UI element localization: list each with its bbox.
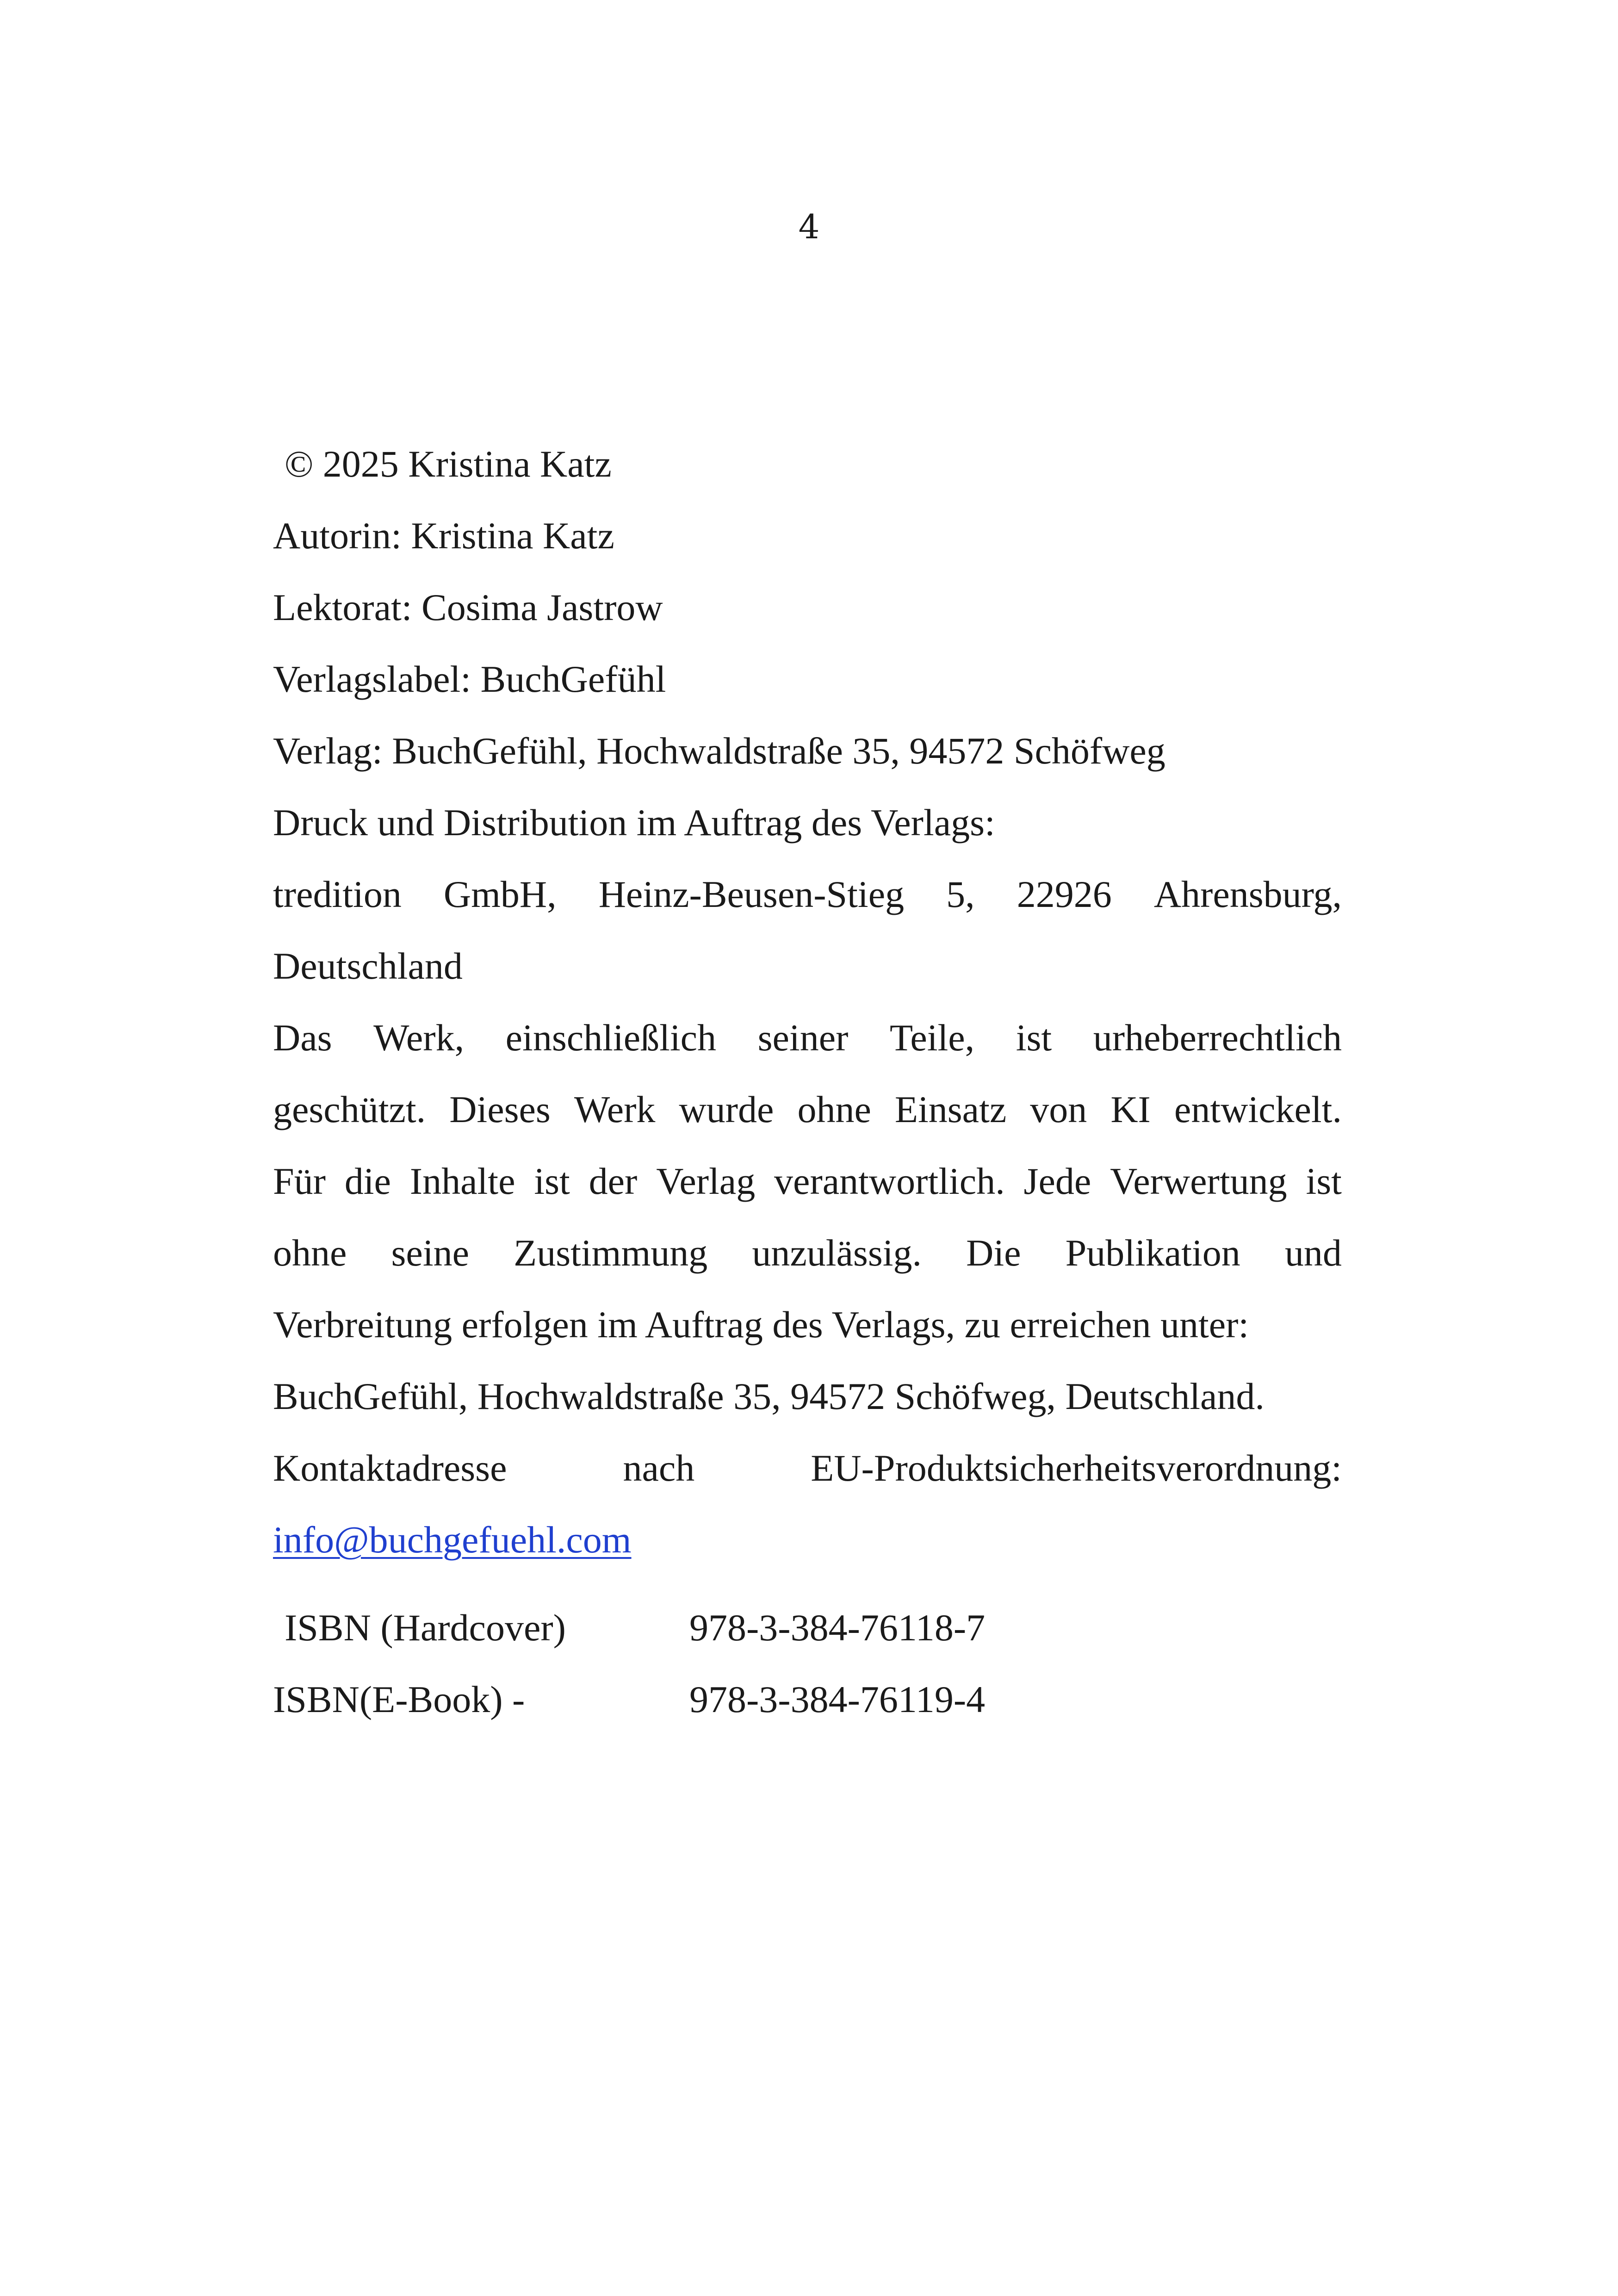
legal-word: ist — [1306, 1160, 1342, 1202]
legal-word: der — [589, 1160, 638, 1202]
email-line — [273, 1504, 1342, 1576]
legal-word: Einsatz — [894, 1088, 1007, 1130]
legal-word: die — [344, 1160, 391, 1202]
contact-word: nach — [623, 1447, 695, 1489]
printer-word: Ahrensburg, — [1153, 873, 1342, 915]
printer-word: GmbH, — [443, 873, 557, 915]
legal-word: Für — [273, 1160, 326, 1202]
printer-word: 5, — [946, 873, 975, 915]
printer-line — [273, 858, 1342, 930]
legal-word: Dieses — [449, 1088, 551, 1130]
legal-word: Verwertung — [1110, 1160, 1287, 1202]
legal-line-4 — [273, 1217, 1342, 1289]
legal-word: einschließlich — [505, 1017, 717, 1059]
legal-line-1 — [273, 1002, 1342, 1074]
printer-word: 22926 — [1017, 873, 1112, 915]
imprint-block — [273, 428, 1342, 1735]
isbn-label: ISBN (Hardcover) — [285, 1607, 566, 1649]
legal-word: Publikation — [1065, 1232, 1240, 1274]
author-line: Autorin: Kristina Katz — [273, 515, 614, 557]
legal-word: Inhalte — [409, 1160, 515, 1202]
legal-word: und — [1284, 1232, 1342, 1274]
legal-word: von — [1030, 1088, 1087, 1130]
legal-word: seine — [391, 1232, 469, 1274]
isbn-row-hardcover — [273, 1592, 1342, 1663]
legal-word: ist — [1016, 1017, 1052, 1059]
legal-word: Teile, — [889, 1017, 975, 1059]
legal-word: Verlag — [656, 1160, 756, 1202]
isbn-value: 978-3-384-76118-7 — [689, 1607, 986, 1649]
legal-word: Jede — [1023, 1160, 1091, 1202]
legal-word: wurde — [679, 1088, 774, 1130]
legal-word: ohne — [273, 1232, 347, 1274]
legal-word: Werk — [574, 1088, 656, 1130]
legal-word: unzulässig. — [752, 1232, 922, 1274]
legal-word: Zustimmung — [514, 1232, 708, 1274]
publisher-line: Verlag: BuchGefühl, Hochwaldstraße 35, 94572 Schöfweg — [273, 730, 1165, 772]
isbn-row-ebook — [273, 1663, 1342, 1735]
address-line: BuchGefühl, Hochwaldstraße 35, 94572 Schöfweg, Deutschland. — [273, 1375, 1265, 1417]
email-link[interactable]: info@buchgefuehl.com — [273, 1519, 632, 1561]
printer-word: tredition — [273, 873, 402, 915]
contact-word: Kontaktadresse — [273, 1447, 507, 1489]
distribution-line: Verbreitung erfolgen im Auftrag des Verlags, zu erreichen unter: — [273, 1303, 1249, 1346]
legal-word: seiner — [757, 1017, 849, 1059]
legal-word: KI — [1110, 1088, 1151, 1130]
isbn-block — [273, 1592, 1342, 1735]
legal-word: entwickelt. — [1174, 1088, 1342, 1130]
legal-word: Werk, — [373, 1017, 465, 1059]
legal-word: verantwortlich. — [774, 1160, 1005, 1202]
legal-word: Die — [966, 1232, 1021, 1274]
legal-word: ist — [534, 1160, 570, 1202]
label-line: Verlagslabel: BuchGefühl — [273, 658, 666, 700]
copyright-line: © 2025 Kristina Katz — [285, 443, 612, 485]
legal-word: ohne — [797, 1088, 871, 1130]
editor-line: Lektorat: Cosima Jastrow — [273, 586, 663, 628]
printer-word: Heinz-Beusen-Stieg — [598, 873, 905, 915]
legal-word: Das — [273, 1017, 332, 1059]
legal-line-2 — [273, 1074, 1342, 1145]
isbn-value: 978-3-384-76119-4 — [689, 1678, 986, 1720]
legal-word: geschützt. — [273, 1088, 426, 1130]
contact-word: EU-Produktsicherheitsverordnung: — [811, 1447, 1342, 1489]
legal-line-3 — [273, 1145, 1342, 1217]
isbn-label: ISBN(E-Book) - — [273, 1678, 525, 1720]
page-number: 4 — [798, 207, 820, 246]
printer-country-line: Deutschland — [273, 945, 463, 987]
legal-word: urheberrechtlich — [1093, 1017, 1342, 1059]
contact-line — [273, 1432, 1342, 1504]
print-intro-line: Druck und Distribution im Auftrag des Verlags: — [273, 801, 995, 844]
